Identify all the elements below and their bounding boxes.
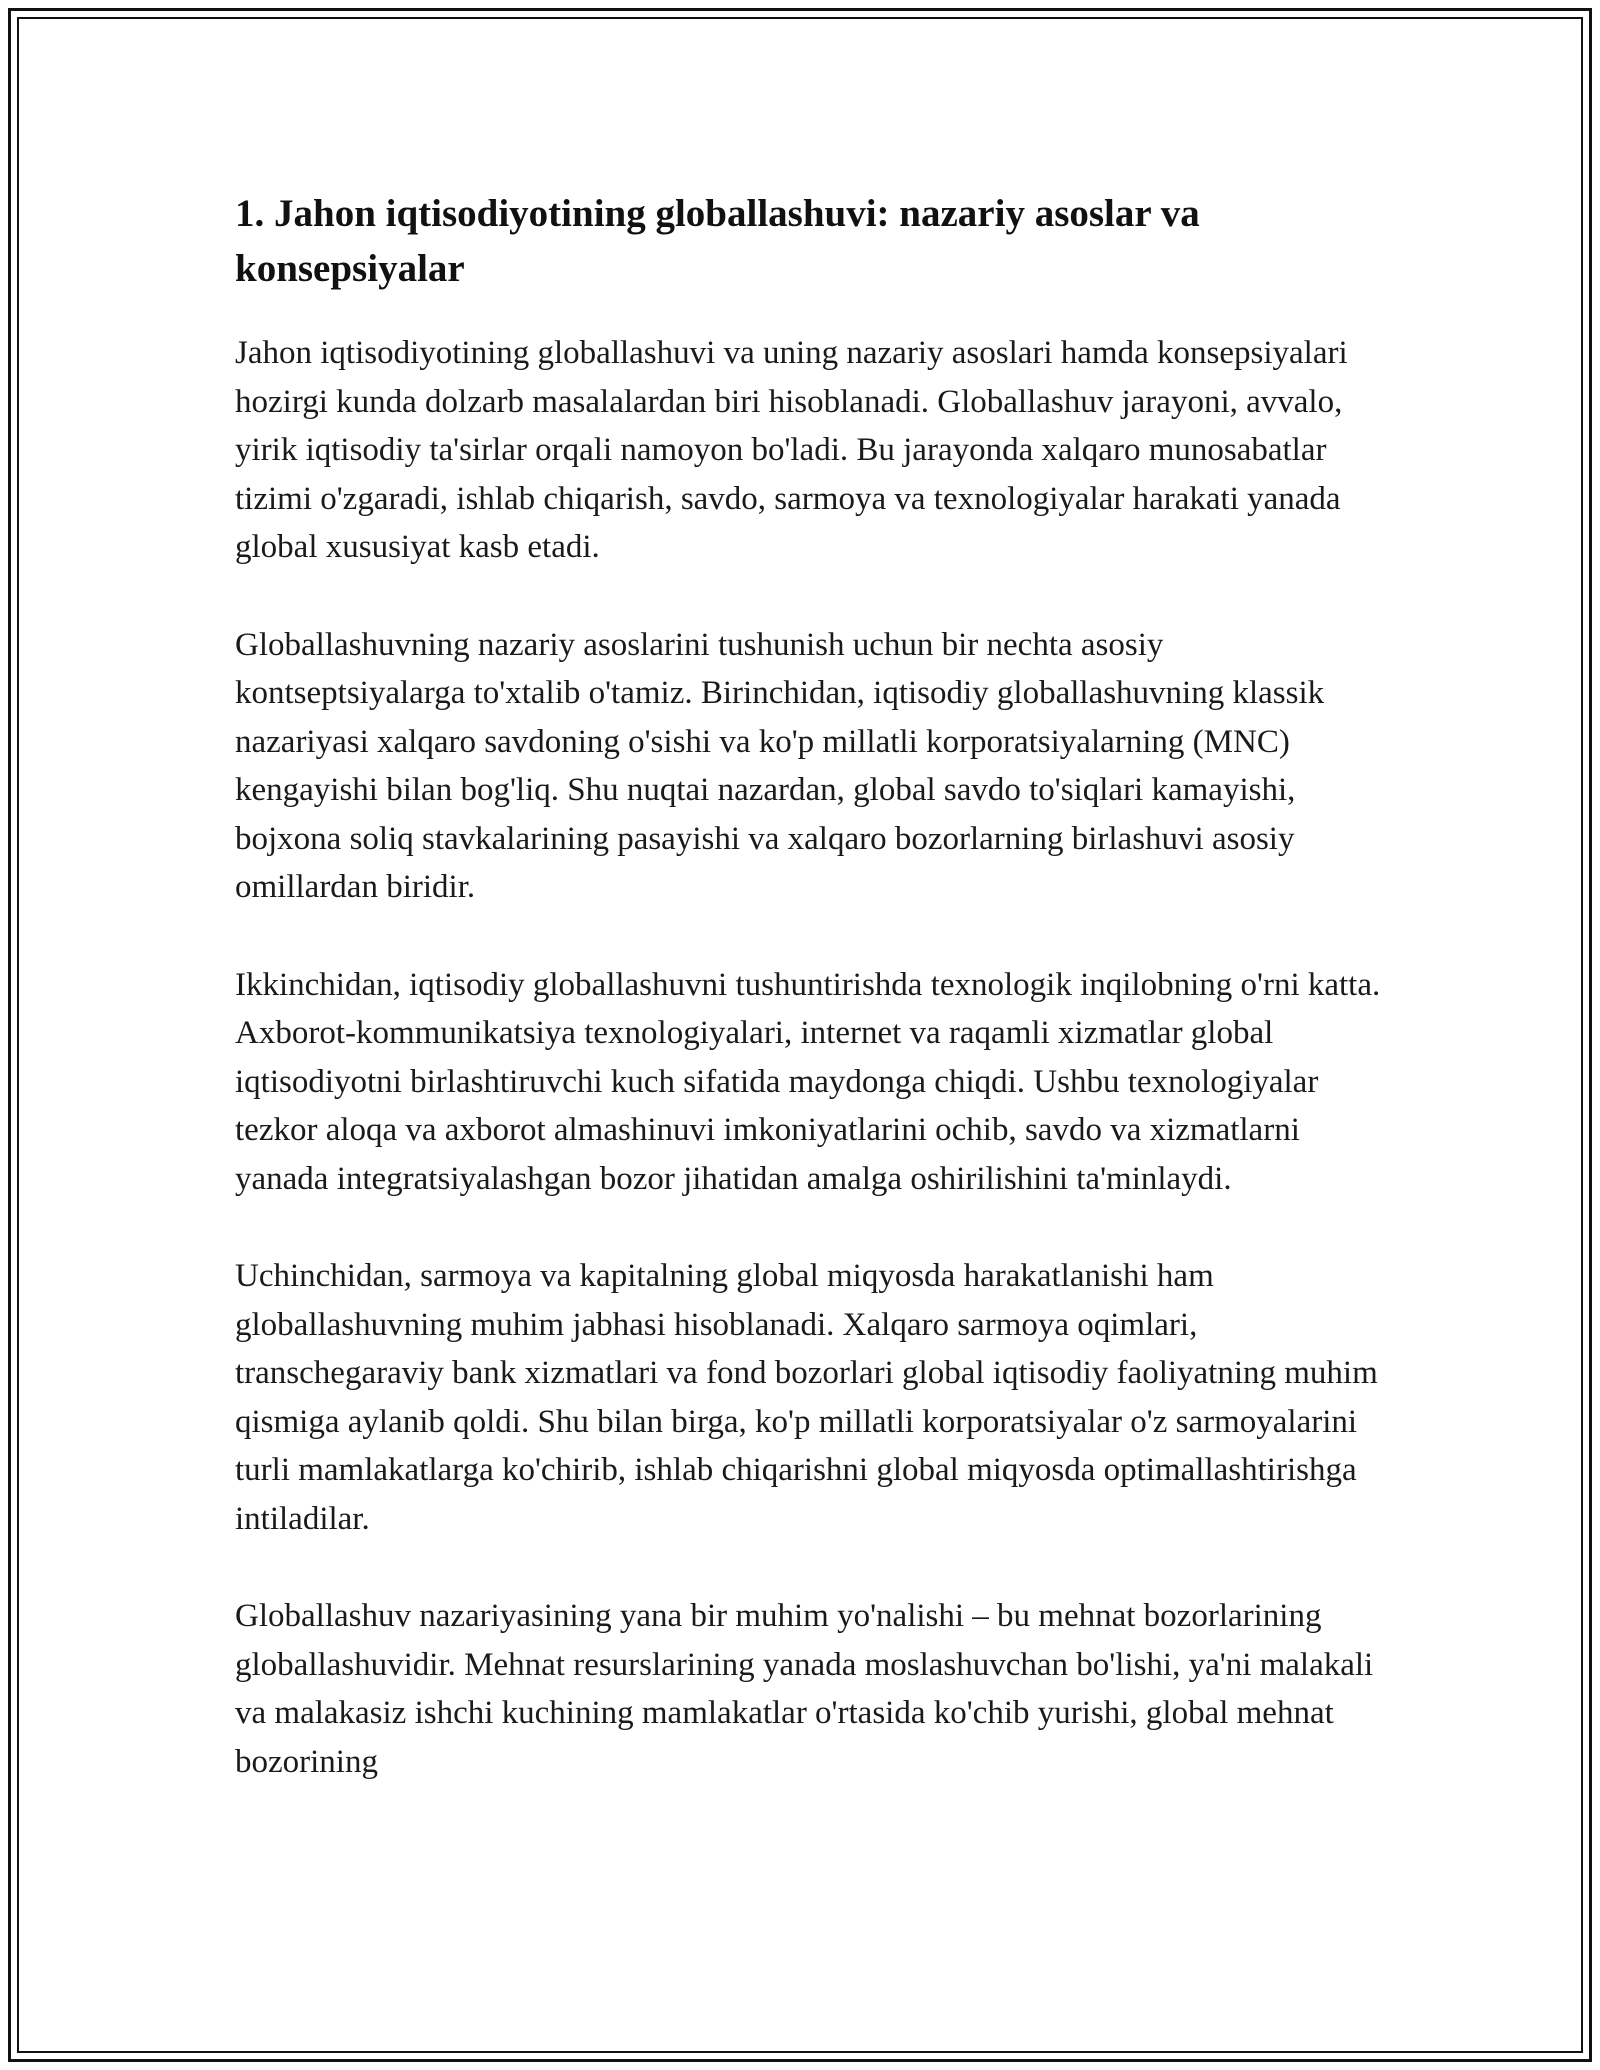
paragraph-2: Globallashuvning nazariy asoslarini tushunish uchun bir nechta asosiy kontseptsiyalarga to'xtalib o'tamiz. Birinchidan, iqtisodiy globallashuvning klassik nazariyasi xalqaro savdoning o'sishi va ko'p millatli korporatsiyalarning (MNC) kengayishi bilan bog'liq. Shu nuqtai nazardan, global savdo to'siqlari kamayishi, bojxona soliq stavkalarining pasayishi va xalqaro bozorlarning birlashuvi asosiy omillardan biridir. xyxy=(235,626,1325,905)
paragraph-3: Ikkinchidan, iqtisodiy globallashuvni tushuntirishda texnologik inqilobning o'rni katta. Axborot-kommunikatsiya texnologiyalari, internet va raqamli xizmatlar global iqtisodiyotni birlashtiruvchi kuch sifatida maydonga chiqdi. Ushbu texnologiyalar tezkor aloqa va axborot almashinuvi imkoniyatlarini ochib, savdo va xizmatlarni yanada integratsiyalashgan bozor jihatidan amalga oshirilishini ta'minlaydi. xyxy=(235,966,1381,1197)
document-body xyxy=(235,186,1385,1835)
paragraph-4: Uchinchidan, sarmoya va kapitalning global miqyosda harakatlanishi ham globallashuvning muhim jabhasi hisoblanadi. Xalqaro sarmoya oqimlari, transchegaraviy bank xizmatlari va fond bozorlari global iqtisodiy faoliyatning muhim qismiga aylanib qoldi. Shu bilan birga, ko'p millatli korporatsiyalar o'z sarmoyalarini turli mamlakatlarga ko'chirib, ishlab chiqarishni global miqyosda optimallashtirishga intiladilar. xyxy=(235,1258,1378,1537)
paragraph-1: Jahon iqtisodiyotining globallashuvi va uning nazariy asoslari hamda konsepsiyalari hozirgi kunda dolzarb masalalardan biri hisoblanadi. Globallashuv jarayoni, avvalo, yirik iqtisodiy ta'sirlar orqali namoyon bo'ladi. Bu jarayonda xalqaro munosabatlar tizimi o'zgaradi, ishlab chiqarish, savdo, sarmoya va texnologiyalar harakati yanada global xususiyat kasb etadi. xyxy=(235,335,1348,565)
paragraph-5: Globallashuv nazariyasining yana bir muhim yo'nalishi – bu mehnat bozorlarining globallashuvidir. Mehnat resurslarining yanada moslashuvchan bo'lishi, ya'ni malakali va malakasiz ishchi kuchining mamlakatlar o'rtasida ko'chib yurishi, global mehnat bozorining xyxy=(235,1598,1374,1780)
section-heading: 1. Jahon iqtisodiyotining globallashuvi: nazariy asoslar va konsepsiyalar xyxy=(235,192,1200,290)
